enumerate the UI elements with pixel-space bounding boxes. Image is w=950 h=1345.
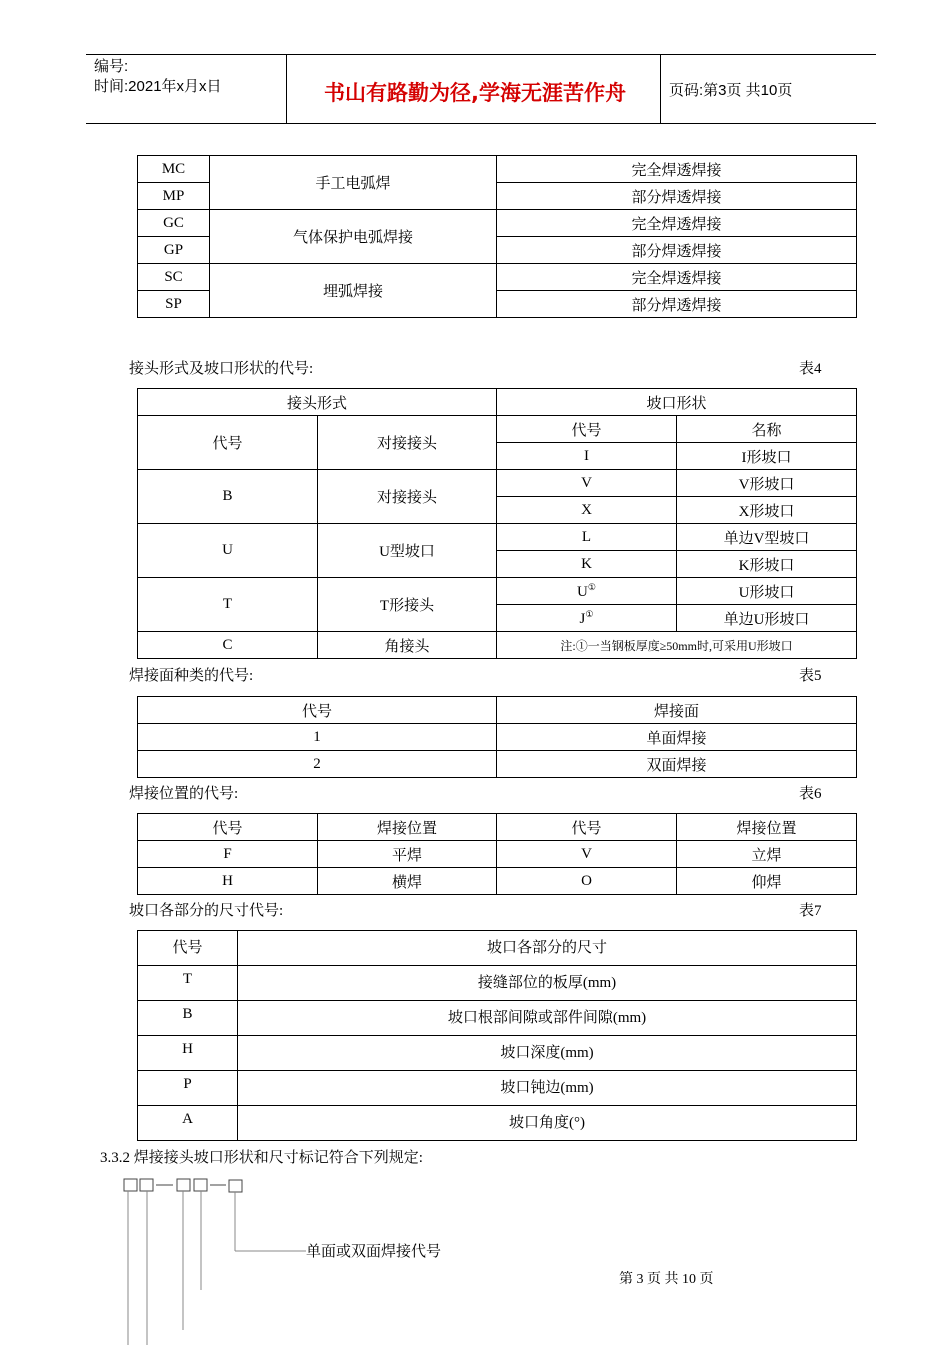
table-row [138, 966, 857, 1001]
groove-code: X [497, 497, 677, 524]
dimension-name: 坡口角度(°) [238, 1106, 857, 1141]
groove-name: V形坡口 [677, 470, 857, 497]
table5-number: 表5 [799, 668, 822, 684]
joint-form: T形接头 [318, 578, 497, 632]
weld-face-table [137, 696, 857, 778]
table-note: 注:①一当钢板厚度≥50mm时,可采用U形坡口 [497, 632, 857, 659]
document-time-label: 时间:2021年x月x日 [94, 78, 222, 95]
penetration-type: 部分焊透焊接 [497, 183, 857, 210]
groove-name: X形坡口 [677, 497, 857, 524]
groove-code [497, 605, 677, 632]
table5-caption: 焊接面种类的代号: [129, 668, 254, 684]
position-code: O [497, 868, 677, 895]
table-header-row [138, 931, 857, 966]
table-row [138, 751, 857, 778]
dimension-code: B [138, 1001, 238, 1036]
footnote-mark: ① [585, 608, 594, 619]
column-header: 焊接位置 [318, 814, 497, 841]
table-header-row [138, 389, 857, 416]
groove-name: 单边V型坡口 [677, 524, 857, 551]
dimension-code: H [138, 1036, 238, 1071]
column-header: 代号 [138, 931, 238, 966]
dimension-code: A [138, 1106, 238, 1141]
page-header [86, 54, 876, 124]
groove-name-header: 名称 [677, 416, 857, 443]
method-name: 气体保护电弧焊接 [210, 210, 497, 264]
table6-number: 表6 [799, 786, 822, 802]
table4-number: 表4 [799, 361, 822, 377]
dimension-name: 坡口深度(mm) [238, 1036, 857, 1071]
table6-caption: 焊接位置的代号: [129, 786, 239, 802]
table7-number: 表7 [799, 903, 822, 919]
column-header: 代号 [138, 814, 318, 841]
weld-position-table [137, 813, 857, 895]
table-row [138, 1071, 857, 1106]
table-row [138, 868, 857, 895]
table-row [138, 724, 857, 751]
joint-form: U型坡口 [318, 524, 497, 578]
face-name: 双面焊接 [497, 751, 857, 778]
dimension-code: T [138, 966, 238, 1001]
table-row [138, 841, 857, 868]
joint-form: 对接接头 [318, 470, 497, 524]
groove-name: I形坡口 [677, 443, 857, 470]
joint-code: T [138, 578, 318, 632]
position-name: 仰焊 [677, 868, 857, 895]
column-header: 焊接面 [497, 697, 857, 724]
groove-code-text: U [577, 583, 588, 600]
groove-name: U形坡口 [677, 578, 857, 605]
code-box [177, 1179, 190, 1191]
table-row [138, 1001, 857, 1036]
header-divider [286, 55, 287, 123]
joint-code: B [138, 470, 318, 524]
joint-code: C [138, 632, 318, 659]
column-header: 代号 [138, 697, 497, 724]
table-header-row [138, 697, 857, 724]
dimension-name: 接缝部位的板厚(mm) [238, 966, 857, 1001]
groove-name: K形坡口 [677, 551, 857, 578]
butt-joint-cell: 对接接头 [318, 416, 497, 470]
table-row [138, 210, 857, 237]
position-code: F [138, 841, 318, 868]
document-number-label: 编号: [94, 58, 129, 75]
position-name: 立焊 [677, 841, 857, 868]
groove-dimension-table [137, 930, 857, 1141]
position-code: V [497, 841, 677, 868]
diagram-label: 单面或双面焊接代号 [306, 1244, 442, 1260]
groove-code: K [497, 551, 677, 578]
groove-code: L [497, 524, 677, 551]
code-box [194, 1179, 207, 1191]
table4-caption: 接头形式及坡口形状的代号: [129, 361, 314, 377]
welding-method-table [137, 155, 857, 318]
position-name: 平焊 [318, 841, 497, 868]
table-row [138, 1036, 857, 1071]
method-name: 埋弧焊接 [210, 264, 497, 318]
face-name: 单面焊接 [497, 724, 857, 751]
page-footer: 第 3 页 共 10 页 [619, 1272, 714, 1287]
column-header: 代号 [497, 814, 677, 841]
groove-code-header: 代号 [497, 416, 677, 443]
header-motto: 书山有路勤为径,学海无涯苦作舟 [324, 81, 626, 105]
table-row [138, 470, 857, 497]
method-code: SC [138, 264, 210, 291]
code-box [140, 1179, 153, 1191]
table7-caption: 坡口各部分的尺寸代号: [129, 903, 284, 919]
table-row [138, 524, 857, 551]
header-page-number: 页码:第3页 共10页 [669, 82, 793, 99]
method-code: MP [138, 183, 210, 210]
groove-code [497, 578, 677, 605]
groove-code: V [497, 470, 677, 497]
table-row [138, 264, 857, 291]
penetration-type: 完全焊透焊接 [497, 156, 857, 183]
header-divider [660, 55, 661, 123]
groove-name: 单边U形坡口 [677, 605, 857, 632]
section-heading: 3.3.2 焊接接头坡口形状和尺寸标记符合下列规定: [100, 1150, 423, 1166]
header-meta [94, 57, 222, 97]
joint-form-header: 接头形式 [138, 389, 497, 416]
table-row [138, 156, 857, 183]
method-code: MC [138, 156, 210, 183]
method-code: SP [138, 291, 210, 318]
position-code: H [138, 868, 318, 895]
method-name: 手工电弧焊 [210, 156, 497, 210]
table-row [138, 578, 857, 605]
code-box [124, 1179, 137, 1191]
method-code: GC [138, 210, 210, 237]
dimension-name: 坡口钝边(mm) [238, 1071, 857, 1106]
penetration-type: 完全焊透焊接 [497, 210, 857, 237]
joint-groove-table [137, 388, 857, 659]
table-row [138, 632, 857, 659]
table-row [138, 416, 857, 443]
dimension-name: 坡口根部间隙或部件间隙(mm) [238, 1001, 857, 1036]
footnote-mark: ① [587, 581, 596, 592]
column-header: 坡口各部分的尺寸 [238, 931, 857, 966]
groove-shape-header: 坡口形状 [497, 389, 857, 416]
position-name: 横焊 [318, 868, 497, 895]
penetration-type: 部分焊透焊接 [497, 291, 857, 318]
column-header: 焊接位置 [677, 814, 857, 841]
penetration-type: 完全焊透焊接 [497, 264, 857, 291]
table-row [138, 1106, 857, 1141]
joint-form: 角接头 [318, 632, 497, 659]
groove-code-text: J [579, 610, 586, 627]
penetration-type: 部分焊透焊接 [497, 237, 857, 264]
face-code: 1 [138, 724, 497, 751]
table-header-row [138, 814, 857, 841]
method-code: GP [138, 237, 210, 264]
face-code: 2 [138, 751, 497, 778]
code-box [229, 1180, 242, 1192]
dimension-code: P [138, 1071, 238, 1106]
joint-code: U [138, 524, 318, 578]
groove-code: I [497, 443, 677, 470]
code-header: 代号 [138, 416, 318, 470]
